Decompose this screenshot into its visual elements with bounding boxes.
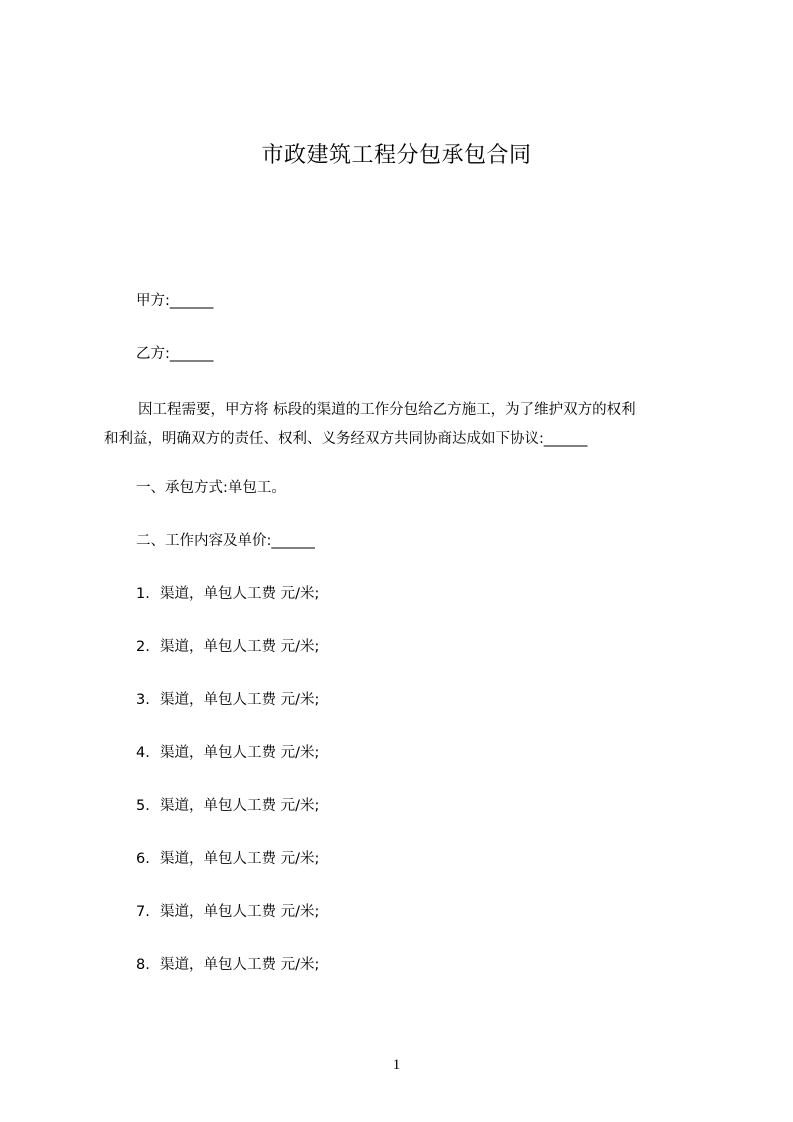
list-item-text: 渠道，单包人工费 元/米;	[160, 798, 320, 814]
section-2-heading: 二、工作内容及单价:______	[136, 533, 315, 549]
list-item	[136, 742, 319, 764]
list-item-text: 渠道，单包人工费 元/米;	[160, 692, 320, 708]
party-b-line: 乙方:______	[136, 346, 214, 362]
list-item-number: 5.	[136, 798, 150, 814]
list-item-text: 渠道，单包人工费 元/米;	[160, 957, 320, 973]
list-item	[136, 583, 319, 605]
list-item-text: 渠道，单包人工费 元/米;	[160, 639, 320, 655]
list-item-number: 1.	[136, 586, 150, 602]
list-item-number: 3.	[136, 692, 150, 708]
list-item-text: 渠道，单包人工费 元/米;	[160, 745, 320, 761]
list-item-text: 渠道，单包人工费 元/米;	[160, 586, 320, 602]
list-item-number: 4.	[136, 745, 150, 761]
list-item-number: 8.	[136, 957, 150, 973]
intro-line-1: 因工程需要，甲方将 标段的渠道的工作分包给乙方施工，为了维护双方的权利	[138, 402, 636, 418]
list-item	[136, 689, 319, 711]
list-item-text: 渠道，单包人工费 元/米;	[160, 904, 320, 920]
list-item	[136, 636, 319, 658]
list-item-number: 6.	[136, 851, 150, 867]
list-item	[136, 848, 319, 870]
list-item-number: 7.	[136, 904, 150, 920]
list-item	[136, 795, 319, 817]
page-number: 1	[392, 1057, 401, 1073]
document-title: 市政建筑工程分包承包合同	[261, 143, 532, 168]
section-1-heading: 一、承包方式:单包工。	[136, 480, 286, 496]
list-item	[136, 954, 319, 976]
intro-line-2: 和利益，明确双方的责任、权利、义务经双方共同协商达成如下协议:______	[104, 431, 588, 447]
list-item	[136, 901, 319, 923]
list-item-text: 渠道，单包人工费 元/米;	[160, 851, 320, 867]
list-item-number: 2.	[136, 639, 150, 655]
intro-paragraph	[104, 396, 704, 454]
party-a-line: 甲方:______	[136, 293, 214, 309]
